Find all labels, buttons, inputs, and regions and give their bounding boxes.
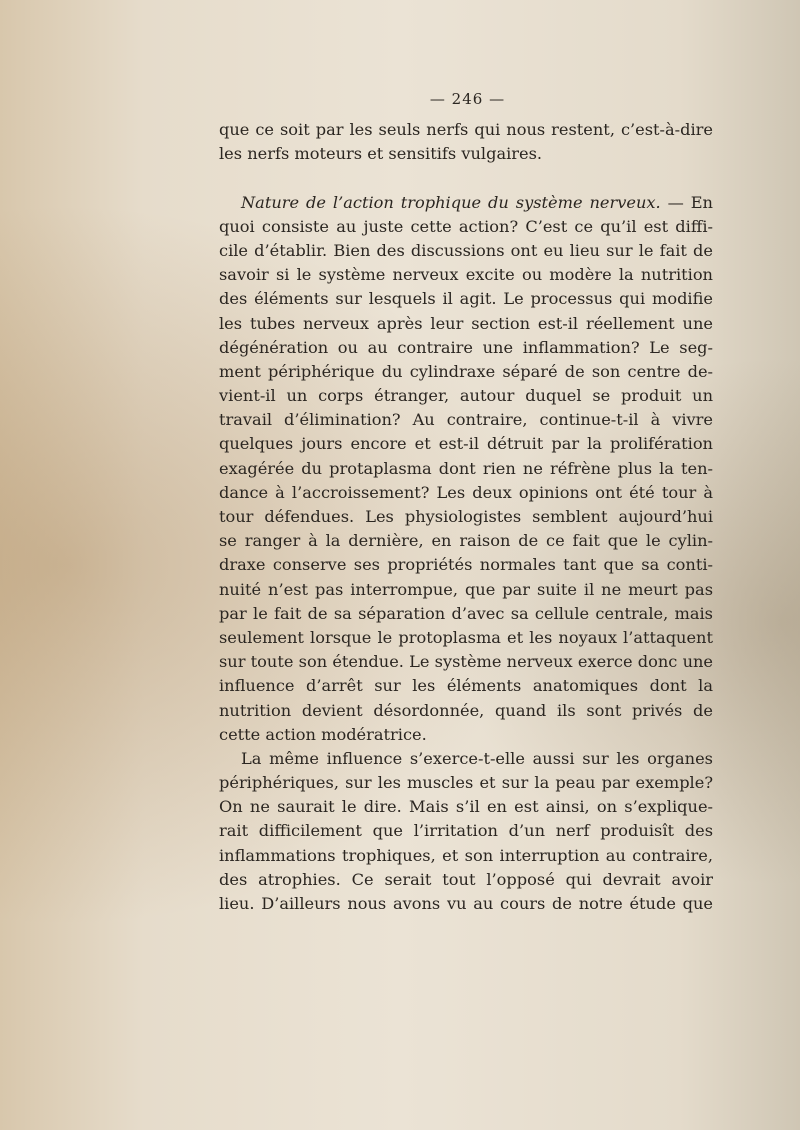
- text-line: les nerfs moteurs et sensitifs vulgaires.: [219, 144, 543, 164]
- text-line: que ce soit par les seuls nerfs qui nous restent, c’est-à-dire: [219, 120, 713, 139]
- text-line: cette action modératrice.: [219, 724, 427, 744]
- text-line: périphériques, sur les muscles et sur la peau par exemple?: [219, 773, 713, 793]
- section-heading: Nature de l’action trophique du système nerveux.: [241, 192, 661, 212]
- text-line: par le fait de sa séparation d’avec sa cellule centrale, mais: [219, 603, 713, 623]
- text-line: seulement lorsque le protoplasma et les noyaux l’attaquent: [219, 627, 713, 647]
- text-line: des atrophies. Ce serait tout l’opposé qui devrait avoir: [219, 869, 713, 889]
- text-line: nutrition devient désordonnée, quand ils sont privés de: [219, 700, 713, 720]
- text-line: ment périphérique du cylindraxe séparé de son centre de-: [219, 361, 713, 381]
- text-line: influence d’arrêt sur les éléments anatomiques dont la: [219, 676, 713, 696]
- text-line: les tubes nerveux après leur section est-il réellement une: [219, 313, 713, 333]
- text-line: tour défendues. Les physiologistes semblent aujourd’hui: [219, 507, 713, 526]
- text-line: On ne saurait le dire. Mais s’il en est ainsi, on s’explique-: [219, 797, 713, 817]
- page-number: — 246 —: [429, 90, 506, 108]
- text-line: sur toute son étendue. Le système nerveux exerce donc une: [219, 652, 713, 672]
- text-line: draxe conserve ses propriétés normales tant que sa conti-: [219, 555, 713, 575]
- text-line: inflammations trophiques, et son interruption au contraire,: [219, 845, 713, 865]
- text-line: vient-il un corps étranger, autour duquel se produit un: [219, 386, 713, 406]
- text-line: se ranger à la dernière, en raison de ce fait que le cylin-: [219, 531, 713, 551]
- text-line: savoir si le système nerveux excite ou modère la nutrition: [219, 265, 713, 285]
- text-line: exagérée du protaplasma dont rien ne réfrène plus la ten-: [219, 458, 713, 478]
- text-line: quelques jours encore et est-il détruit par la prolifération: [219, 434, 713, 454]
- text-line: nuité n’est pas interrompue, que par suite il ne meurt pas: [219, 579, 713, 599]
- text-line: lieu. D’ailleurs nous avons vu au cours de notre étude que: [219, 894, 713, 913]
- text-line: travail d’élimination? Au contraire, continue-t-il à vivre: [219, 410, 713, 430]
- text-line: dégénération ou au contraire une inflammation? Le seg-: [219, 337, 713, 357]
- text-line: cile d’établir. Bien des discussions ont eu lieu sur le fait de: [219, 240, 713, 260]
- text-fragment: — En: [660, 192, 713, 212]
- text-line: La même influence s’exerce-t-elle aussi sur les organes: [241, 748, 713, 768]
- body-text: [219, 118, 713, 916]
- text-line: des éléments sur lesquels il agit. Le processus qui modifie: [219, 289, 713, 309]
- paragraph-gap: [219, 166, 713, 190]
- text-line: rait difficilement que l’irritation d’un nerf produisît des: [219, 821, 713, 841]
- text-line: quoi consiste au juste cette action? C’est ce qu’il est diffi-: [219, 216, 713, 236]
- section-heading-line: [219, 191, 713, 215]
- text-line: dance à l’accroissement? Les deux opinions ont été tour à: [219, 482, 713, 502]
